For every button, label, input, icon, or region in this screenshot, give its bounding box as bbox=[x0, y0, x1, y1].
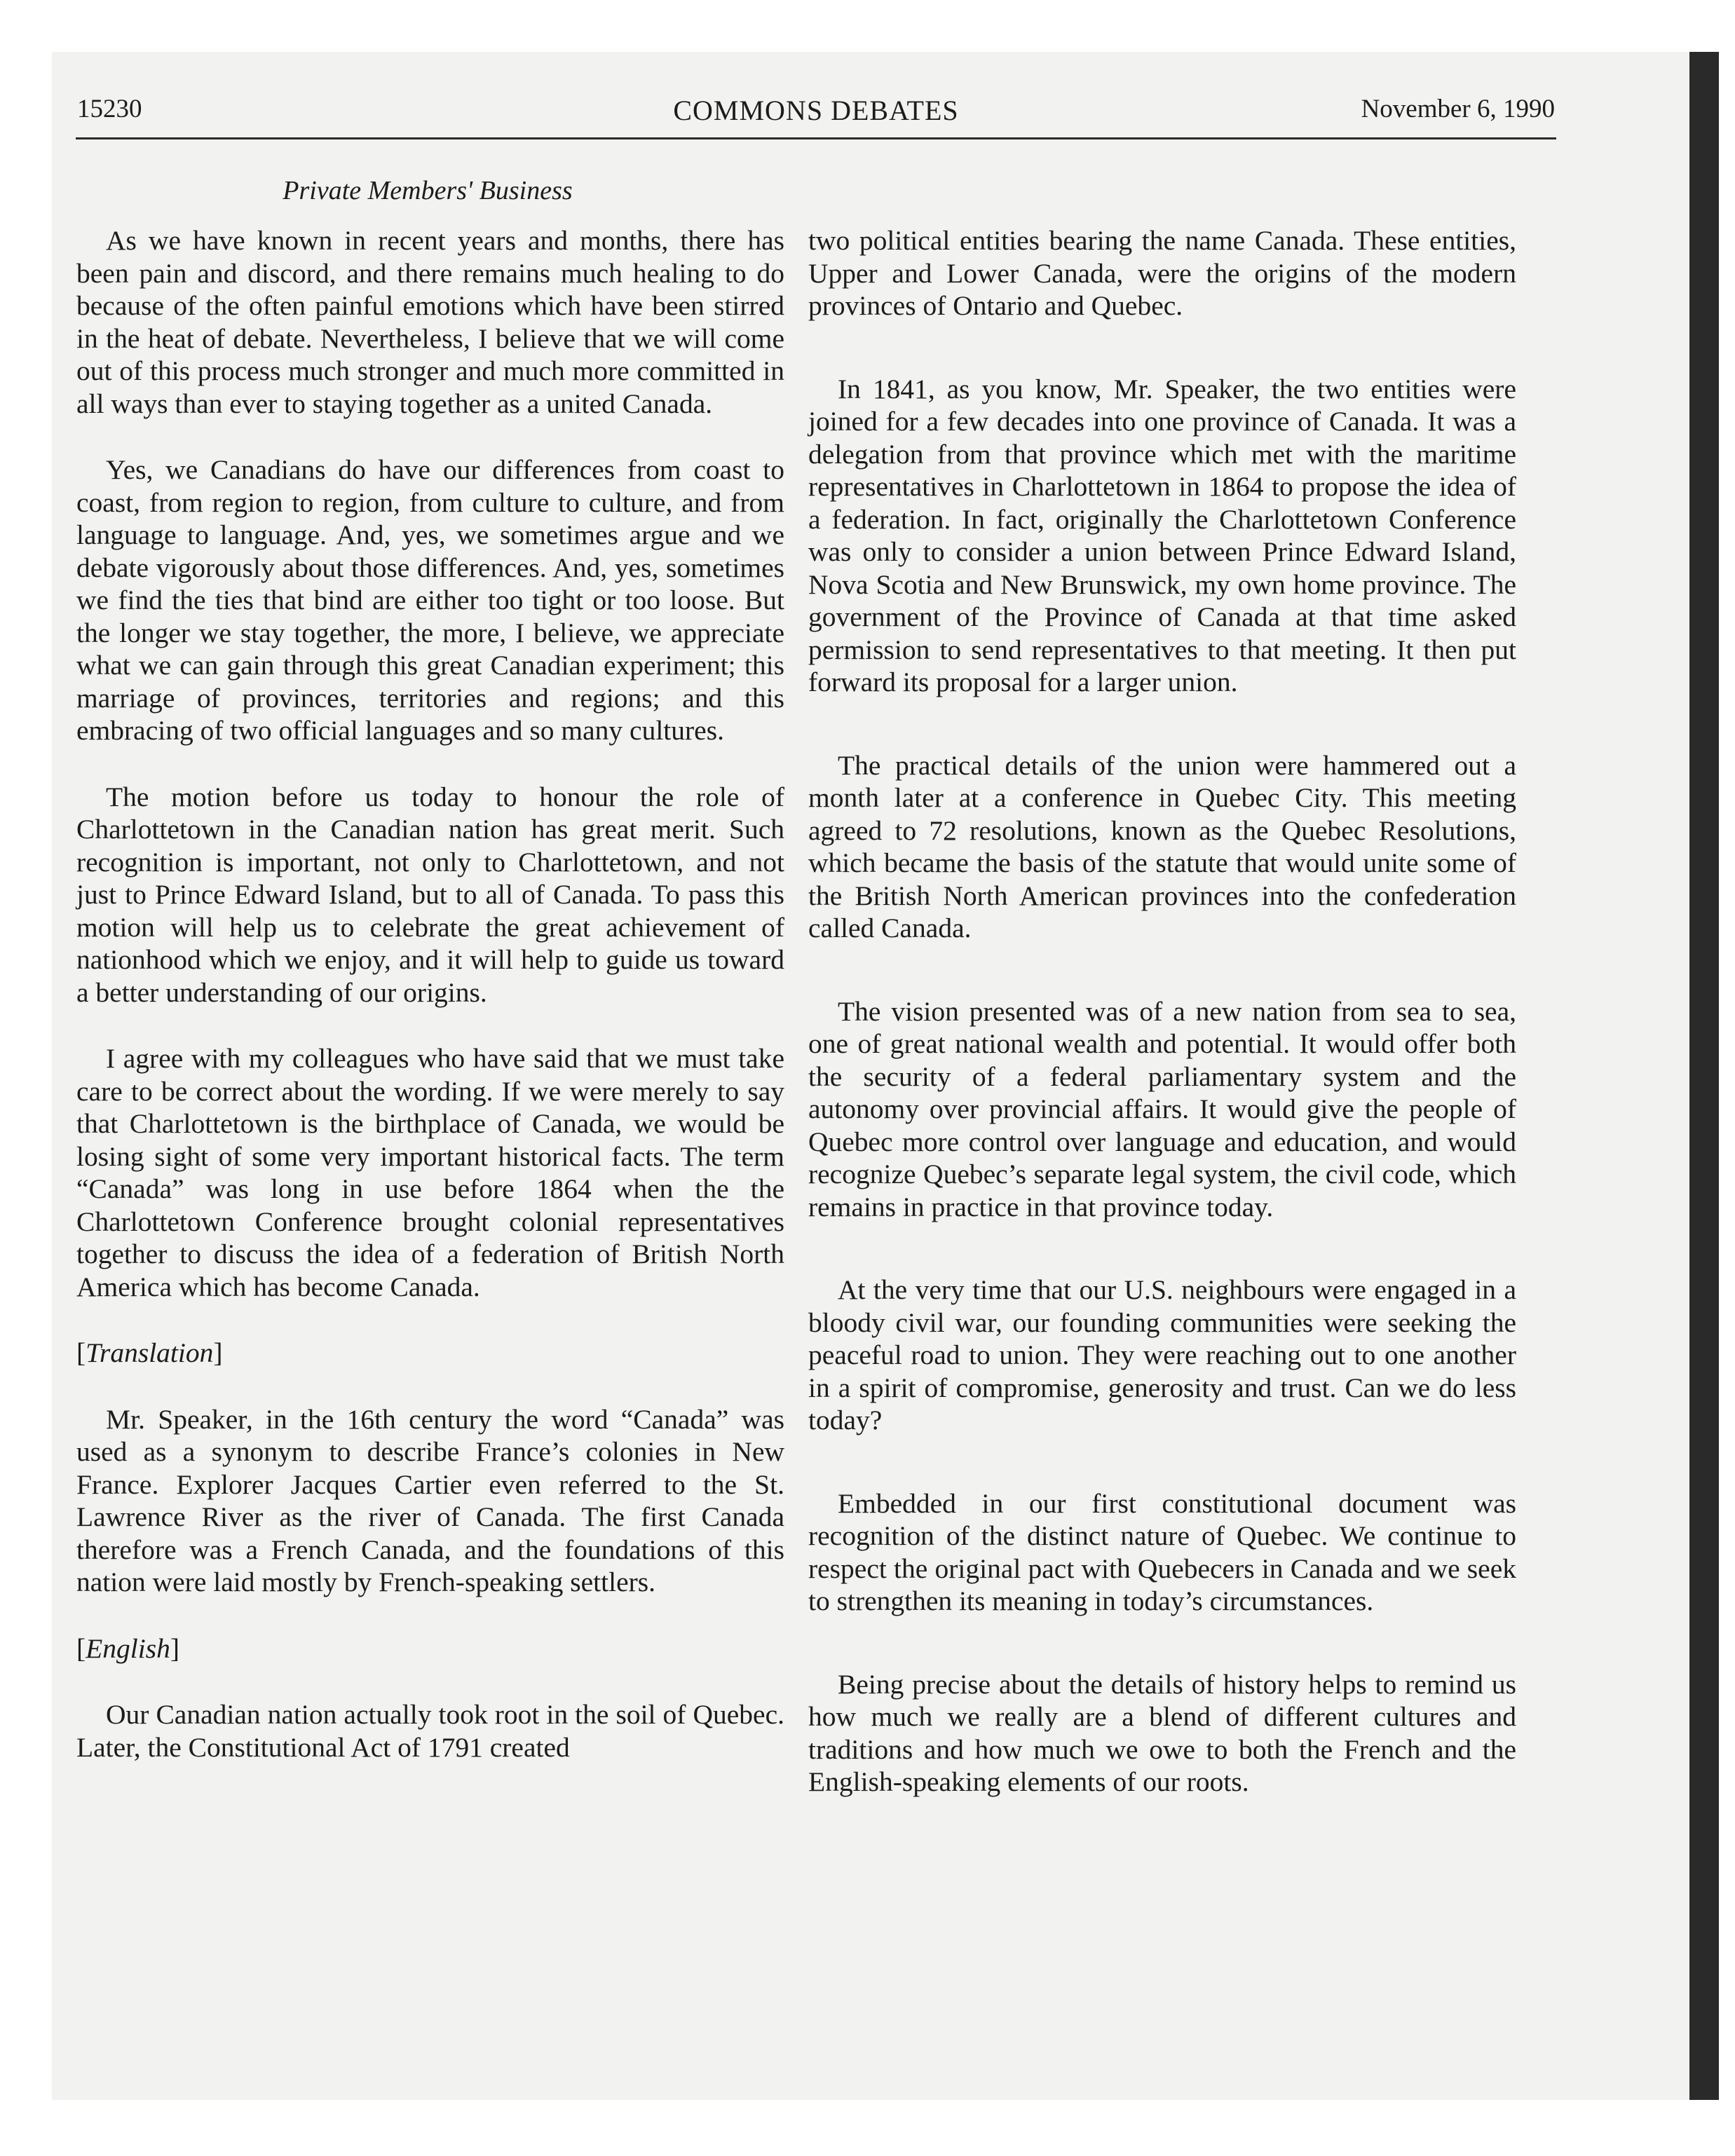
paragraph: The motion before us today to honour the role of Charlottetown in the Canadian nation has great merit. Such recognition is important, not only to Charlottetown, and not just to Prince Edward Island, but to all of Canada. To pass this motion will help us to celebrate the great achievement of nationhood which we enjoy, and it will help to guide us toward a better understanding of our origins. bbox=[76, 781, 784, 1008]
page-header bbox=[77, 94, 1555, 136]
paragraph: As we have known in recent years and months, there has been pain and discord, and there remains much healing to do because of the often painful emotions which have been stirred in the heat of debate. Nevertheless, I believe that we will come out of this process much stronger and much more committed in all ways than ever to staying together as a united Canada. bbox=[76, 225, 784, 419]
paragraph: At the very time that our U.S. neighbours were engaged in a bloody civil war, our founding communities were seeking the peaceful road to union. They were reaching out to one another in a spirit of compromise, generosity and trust. Can we do less today? bbox=[808, 1274, 1516, 1435]
translation-marker-text: Translation bbox=[86, 1337, 214, 1368]
paragraph: The practical details of the union were hammered out a month later at a conference in Quebec City. This meeting agreed to 72 resolutions, known as the Quebec Resolutions, which became the basis of the statute that would unite some of the British North American provinces into the confederation called Canada. bbox=[808, 749, 1516, 943]
left-column bbox=[76, 224, 784, 1763]
scan-edge-bar bbox=[1689, 52, 1719, 2100]
header-rule bbox=[76, 137, 1556, 139]
paragraph: two political entities bearing the name Canada. These entities, Upper and Lower Canada, were the origins of the modern provinces of Ontario and Quebec. bbox=[808, 225, 1516, 321]
paragraph: Mr. Speaker, in the 16th century the word “Canada” was used as a synonym to describe France’s colonies in New France. Explorer Jacques Cartier even referred to the St. Lawrence River as the river of Canada. The first Canada therefore was a French Canada, and the foundations of this nation were laid mostly by French-speaking settlers. bbox=[76, 1403, 784, 1597]
english-marker: [English] bbox=[76, 1632, 180, 1664]
translation-marker: [Translation] bbox=[76, 1337, 223, 1368]
right-column bbox=[808, 224, 1516, 1799]
paragraph: Yes, we Canadians do have our differences from coast to coast, from region to region, from culture to culture, and from language to language. And, yes, we sometimes argue and we debate vigorously about those differences. And, yes, sometimes we find the ties that bind are either too tight or too loose. But the longer we stay together, the more, I believe, we appreciate what we can gain through this great Canadian experiment; this marriage of provinces, territories and regions; and this embracing of two official languages and so many cultures. bbox=[76, 454, 784, 746]
paragraph: Embedded in our first constitutional document was recognition of the distinct nature of Quebec. We continue to respect the original pact with Quebecers in Canada and we seek to strengthen its meaning in today’s circumstances. bbox=[808, 1487, 1516, 1616]
publication-title: COMMONS DEBATES bbox=[673, 95, 959, 126]
paragraph: Our Canadian nation actually took root in the soil of Quebec. Later, the Constitutional Act of 1791 created bbox=[76, 1699, 784, 1763]
paragraph: The vision presented was of a new nation from sea to sea, one of great national wealth and potential. It would offer both the security of a federal parliamentary system and the autonomy over provincial affairs. It would give the people of Quebec more control over language and education, and would recognize Quebec’s separate legal system, the civil code, which remains in practice in that province today. bbox=[808, 995, 1516, 1222]
paragraph: I agree with my colleagues who have said that we must take care to be correct about the wording. If we were merely to say that Charlottetown is the birthplace of Canada, we would be losing sight of some very important historical facts. The term “Canada” was long in use before 1864 when the the Charlottetown Conference brought colonial representatives together to discuss the idea of a federation of British North America which has become Canada. bbox=[76, 1043, 784, 1302]
english-marker-text: English bbox=[86, 1632, 170, 1664]
page-number: 15230 bbox=[77, 95, 142, 123]
section-heading: Private Members' Business bbox=[283, 176, 573, 205]
publication-date: November 6, 1990 bbox=[1361, 95, 1555, 123]
paragraph: Being precise about the details of history helps to remind us how much we really are a blend of different cultures and traditions and how much we owe to both the French and the English-speaking elements of our roots. bbox=[808, 1668, 1516, 1797]
paragraph: In 1841, as you know, Mr. Speaker, the two entities were joined for a few decades into one province of Canada. It was a delegation from that province which met with the maritime representatives in Charlottetown in 1864 to propose the idea of a federation. In fact, originally the Charlottetown Conference was only to consider a union between Prince Edward Island, Nova Scotia and New Brunswick, my own home province. The government of the Province of Canada at that time asked permission to send representatives to that meeting. It then put forward its proposal for a larger union. bbox=[808, 373, 1516, 697]
